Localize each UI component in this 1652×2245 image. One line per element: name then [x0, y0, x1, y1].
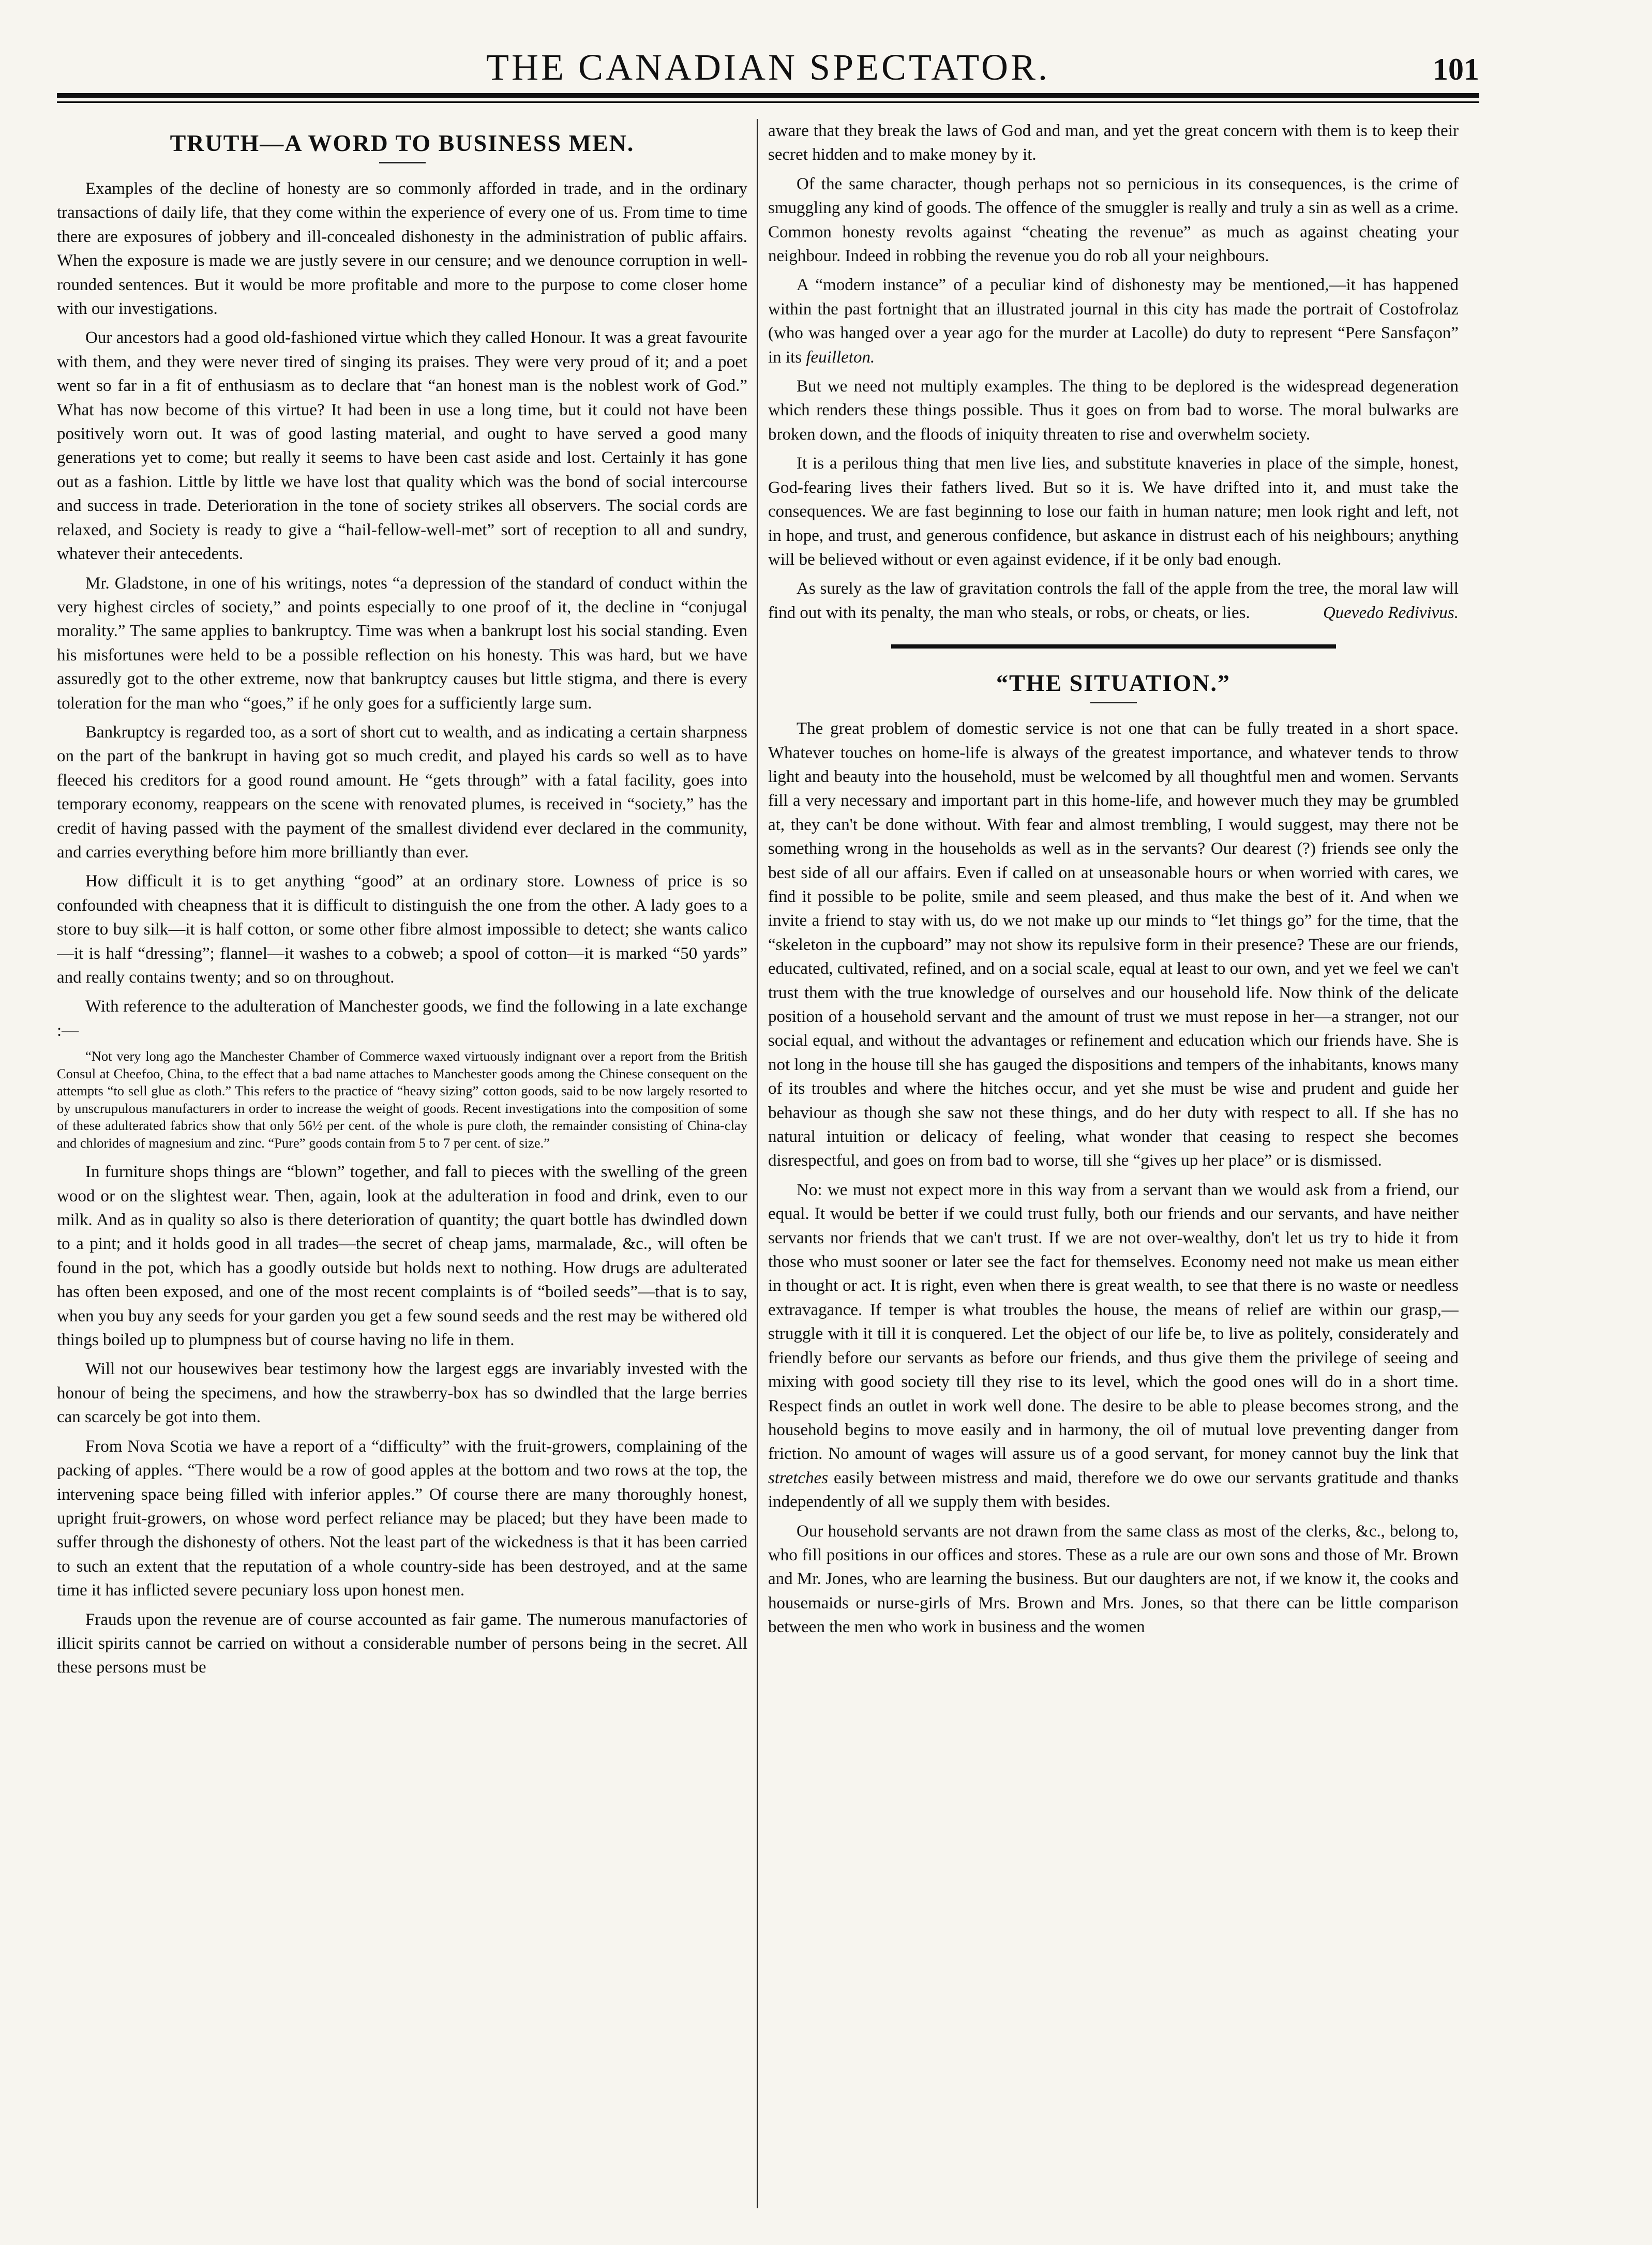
heading-underline [1090, 702, 1137, 703]
article-heading: “THE SITUATION.” [996, 670, 1230, 697]
paragraph: Our ancestors had a good old-fashioned virtue which they called Honour. It was a great favourite with them, and they were never tired of singing its praises. They were very proud of it; and a poet went so far in a fit of enthusiasm as to declare that “an honest man is the noblest work of God.” What has now become of this virtue? It had been in use a long time, but it could not have been positively worn out. It was of good lasting material, and ought to have served a good many generations yet to come; but really it seems to have been cast aside and lost. Certainly it has gone out as a fashion. Little by little we have lost that quality which was the bond of social intercourse and success in trade. Deterioration in the tone of society strikes all observers. The social cords are relaxed, and Society is ready to give a “hail-fellow-well-met” sort of reception to all and sundry, whatever their antecedents. [57, 328, 747, 564]
masthead-rule-thick [57, 93, 1479, 98]
left-column [57, 119, 747, 2214]
paragraph: The great problem of domestic service is not one that can be fully treated in a short space. Whatever touches on home-life is always of the greatest importance, and whatever tends to throw light and beauty into the household, must be welcomed by all thoughtful men and women. Servants fill a very necessary and important part in this home-life, and however much they may be grumbled at, they can't be done without. With fear and almost trembling, I would suggest, may there not be something wrong in the households as well as in the servants? Our dearest (?) friends see only the best side of all our affairs. Even if called on at unseasonable hours or when worried with cares, we find it possible to be polite, smile and seem pleased, and thus make the best of it. And when we invite a friend to stay with us, do we not make up our minds to “let things go” for the time, that the “skeleton in the cupboard” may not show its repulsive form in their presence? These are our friends, educated, cultivated, refined, and on a social scale, equal at least to our own, and yet we feel we can't trust them with the true knowledge of ourselves and our household life. Now think of the delicate position of a household servant and the amount of trust we must repose in her—a stranger, not our social equal, and without the advantages or refinement and education which our friends have. She is not long in the house till she has gauged the dispositions and tempers of the inhabitants, knows many of its troubles and where the hitches occur, and yet she must be wise and prudent and guide her behaviour as though she saw not these things, and do her duty with respect to all. If she has no natural intuition or delicacy of feeling, what wonder that ceasing to respect she becomes disrespectful, and goes on from bad to worse, till she “gives up her place” or is dismissed. [768, 719, 1459, 1170]
paragraph: Our household servants are not drawn from the same class as most of the clerks, &c., belong to, who fill positions in our offices and stores. These as a rule are our own sons and those of Mr. Brown and Mr. Jones, who are learning the business. But our daughters are not, if we know it, the cooks and housemaids or nurse-girls of Mrs. Brown and Mrs. Jones, so that there can be little comparison between the men who work in business and the women [768, 1521, 1459, 1637]
stretches-italic: stretches [768, 1468, 829, 1487]
paragraph [768, 273, 1459, 369]
paragraph: In furniture shops things are “blown” together, and fall to pieces with the swelling of the green wood or on the slightest wear. Then, again, look at the adulteration in food and drink, even to our milk. And as in quality so also is there deterioration of quantity; the quart bottle has dwindled down to a pint; and it holds good in all trades—the secret of cheap jams, marmalade, &c., will often be found in the pot, which has a goodly outside but holds next to nothing. How drugs are adulterated has often been exposed, and one of the most recent complaints is of “boiled seeds”—that is to say, when you buy any seeds for your garden you get a few sound seeds and the rest may be withered old things boiled up to plumpness but of course having no life in them. [57, 1163, 747, 1350]
paragraph: Examples of the decline of honesty are so commonly afforded in trade, and in the ordinary transactions of daily life, that they come within the experience of every one of us. From time to time there are exposures of jobbery and ill-concealed dishonesty in the administration of public affairs. When the exposure is made we are justly severe in our censure; and we denounce corruption in well-rounded sentences. But it would be more profitable and more to the purpose to come closer home with our investigations. [57, 179, 747, 319]
feuilleton-italic: feuilleton. [806, 348, 875, 367]
masthead [57, 47, 1479, 88]
column-divider [757, 119, 758, 2208]
paragraph [768, 1178, 1459, 1514]
paragraph [768, 577, 1459, 625]
masthead-rule-thin [57, 101, 1479, 103]
author-signature: Quevedo Redivivus. [1323, 603, 1459, 622]
paragraph: How difficult it is to get anything “good” at an ordinary store. Lowness of price is so confounded with cheapness that it is difficult to distinguish the one from the other. A lady goes to a store to buy silk—it is half cotton, or some other fibre almost impossible to detect; she wants calico—it is half “dressing”; flannel—it washes to a cobweb; a spool of cotton—it is marked “50 yards” and really contains twenty; and so on throughout. [57, 872, 747, 987]
paragraph-text: No: we must not expect more in this way from a servant than we would ask from a friend, our equal. It would be better if we could trust fully, both our friends and our servants, and have neither servants nor friends that we can't trust. If we are not over-wealthy, don't let us try to hide it from those who must sooner or later see the fact for themselves. Economy need not make us mean either in thought or act. It is right, even when there is great wealth, to see that there is no waste or needless extravagance. If temper is what troubles the house, the means of relief are within our grasp,—struggle with it till it is conquered. Let the object of our life be, to live as politely, considerately and friendly before our servants as before our friends, and thus give them the privilege of seeing and mixing with good society till they rise to its level, which the good ones will do in a short time. Respect finds an outlet in work well done. The desire to be able to please becomes strong, and the household begins to move easily and in harmony, the oil of mutual love preventing danger from friction. No amount of wages will assure us of a good servant, for money cannot buy the link that [768, 1180, 1459, 1464]
paragraph: Will not our housewives bear testimony how the largest eggs are invariably invested with the honour of being the specimens, and how the strawberry-box has so dwindled that the large berries can scarcely be got into them. [57, 1360, 747, 1427]
right-column [768, 119, 1459, 2214]
block-quote: “Not very long ago the Manchester Chamber of Commerce waxed virtuously indignant over a report from the British Consul at Cheefoo, China, to the effect that a bad name attaches to Manchester goods among the Chinese consequent on the attempts “to sell glue as cloth.” This refers to the practice of “heavy sizing” cotton goods, said to be now largely resorted to by unscrupulous manufacturers in order to increase the weight of goods. Recent investigations into the composition of some of these adulterated fabrics show that only 56½ per cent. of the whole is pure cloth, the remainder consisting of China-clay and chlorides of magnesium and zinc. “Pure” goods contain from 5 to 7 per cent. of size.” [57, 1048, 747, 1151]
paragraph: With reference to the adulteration of Manchester goods, we find the following in a late exchange :— [57, 997, 747, 1040]
paragraph: It is a perilous thing that men live lies, and substitute knaveries in place of the simple, honest, God-fearing lives their fathers lived. But so it is. We have drifted into it, and must take the consequences. We are fast beginning to lose our faith in human nature; men look right and left, not in hope, and trust, and generous confidence, but askance in distrust each of his neighbours; anything will be believed without or even against evidence, if it be only bad enough. [768, 454, 1459, 569]
paragraph: Bankruptcy is regarded too, as a sort of short cut to wealth, and as indicating a certain sharpness on the part of the bankrupt in having got so much credit, and played his cards so well as to have fleeced his creditors for a good round amount. He “gets through” with a fatal facility, goes into temporary economy, reappears on the scene with renovated plumes, is received in “society,” has the credit of having passed with the payment of the smallest dividend ever declared in the community, and carries everything before him more brilliantly than ever. [57, 722, 747, 862]
paragraph-text: A “modern instance” of a peculiar kind of dishonesty may be mentioned,—it has happened within the past fortnight that an illustrated journal in this city has made the portrait of Costofrolaz (who was hanged over a year ago for the murder at Lacolle) do duty to represent “Pere Sansfaçon” in its [768, 276, 1459, 367]
section-divider [891, 644, 1336, 649]
paragraph-text: As surely as the law of gravitation controls the fall of the apple from the tree, the moral law will find out with its penalty, the man who steals, or robs, or cheats, or lies. [768, 579, 1459, 622]
paragraph: But we need not multiply examples. The thing to be deplored is the widespread degeneration which renders these things possible. Thus it goes on from bad to worse. The moral bulwarks are broken down, and the floods of iniquity threaten to rise and overwhelm society. [768, 377, 1459, 444]
paragraph: Of the same character, though perhaps not so pernicious in its consequences, is the crime of smuggling any kind of goods. The offence of the smuggler is really and truly a sin as well as a crime. Common honesty revolts against “cheating the revenue” as much as against cheating your neighbour. Indeed in robbing the revenue you do rob all your neighbours. [768, 174, 1459, 266]
paragraph: Frauds upon the revenue are of course accounted as fair game. The numerous manufactories of illicit spirits cannot be carried on without a considerable number of persons being in the secret. All these persons must be [57, 1610, 747, 1677]
publication-title: THE CANADIAN SPECTATOR. [486, 47, 1050, 88]
paragraph-continuation: aware that they break the laws of God and man, and yet the great concern with them is to keep their secret hidden and to make money by it. [768, 122, 1459, 164]
page-number: 101 [1433, 52, 1479, 86]
paragraph-text: easily between mistress and maid, therefore we do owe our servants gratitude and thanks independently of all we supply them with besides. [768, 1468, 1459, 1512]
article-heading: TRUTH—A WORD TO BUSINESS MEN. [170, 130, 635, 156]
paragraph: From Nova Scotia we have a report of a “difficulty” with the fruit-growers, complaining of the packing of apples. “There would be a row of good apples at the bottom and two rows at the top, the intervening space being filled with inferior apples.” Of course there are many thoroughly honest, upright fruit-growers, on whose word perfect reliance may be placed; but they have been made to suffer through the dishonesty of others. Not the least part of the wickedness is that it has been carried to such an extent that the reputation of a whole country-side has been destroyed, and at the same time it has inflicted severe pecuniary loss upon honest men. [57, 1437, 747, 1600]
heading-underline [379, 162, 426, 163]
paragraph: Mr. Gladstone, in one of his writings, notes “a depression of the standard of conduct within the very highest circles of society,” and points especially to one proof of it, the decline in “conjugal morality.” The same applies to bankruptcy. Time was when a bankrupt lost his social standing. Even his misfortunes were held to be a possible reflection on his honesty. This was hard, but we have assuredly got to the other extreme, now that bankruptcy causes but little stigma, and there is every toleration for the man who “goes,” if he only goes for a sufficiently large sum. [57, 574, 747, 713]
